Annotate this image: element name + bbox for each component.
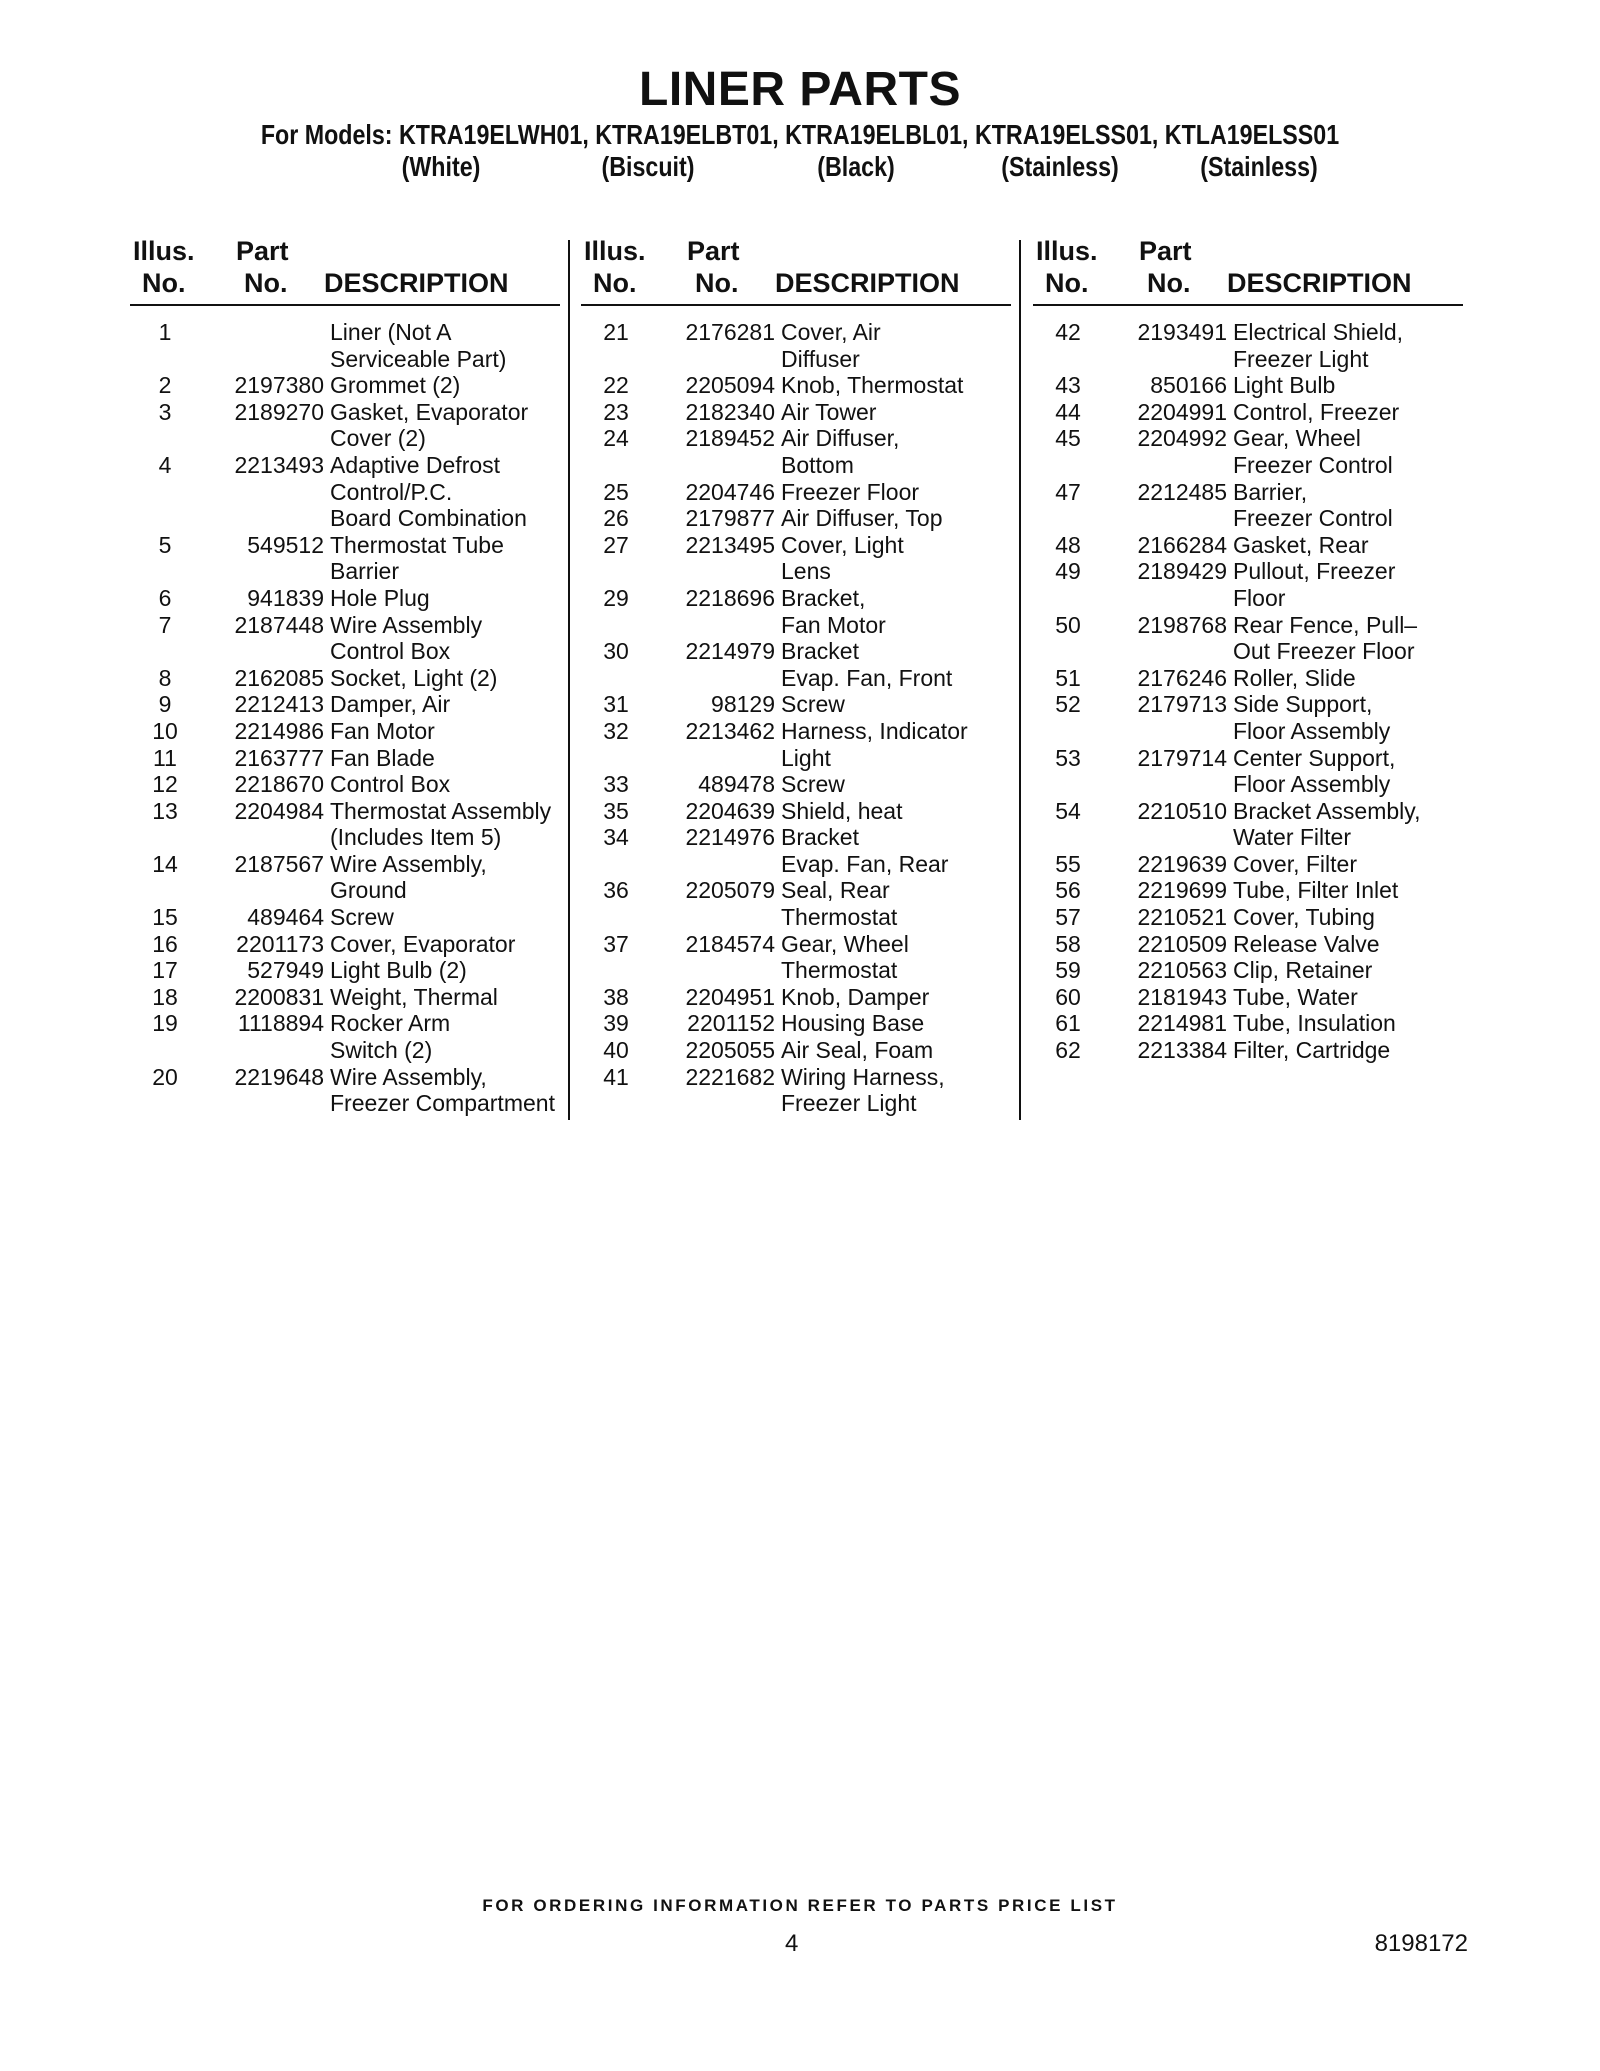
part-description: Screw bbox=[330, 904, 394, 931]
part-number: 2219699 bbox=[1137, 877, 1227, 904]
table-row bbox=[130, 771, 560, 798]
table-row bbox=[581, 1010, 1011, 1037]
part-description: Control, Freezer bbox=[1233, 398, 1400, 425]
illus-number: 37 bbox=[603, 930, 629, 957]
part-number: 2204951 bbox=[685, 983, 775, 1010]
table-row bbox=[130, 612, 560, 665]
illus-number: 48 bbox=[1055, 531, 1081, 558]
illus-number: 51 bbox=[1055, 664, 1081, 691]
illus-number: 31 bbox=[603, 691, 629, 718]
illus-number: 50 bbox=[1055, 611, 1081, 638]
part-number: 2176281 bbox=[685, 319, 775, 345]
illus-number: 21 bbox=[603, 319, 629, 345]
part-description: Center Support, Floor Assembly bbox=[1233, 744, 1396, 798]
part-description: Air Seal, Foam bbox=[781, 1037, 934, 1064]
part-number: 2214981 bbox=[1137, 1010, 1227, 1037]
table-row bbox=[1033, 612, 1463, 665]
illus-number: 18 bbox=[152, 983, 178, 1010]
part-number: 2162085 bbox=[234, 664, 324, 691]
part-description: Wire Assembly, Freezer Compartment bbox=[330, 1063, 555, 1117]
illus-number: 52 bbox=[1055, 691, 1081, 718]
illus-number: 38 bbox=[603, 983, 629, 1010]
illus-number: 33 bbox=[603, 771, 629, 798]
part-description: Clip, Retainer bbox=[1233, 957, 1373, 984]
part-description: Cover, Evaporator bbox=[330, 930, 516, 957]
part-number: 2214986 bbox=[234, 717, 324, 744]
illus-number: 61 bbox=[1055, 1010, 1081, 1037]
illus-number: 13 bbox=[152, 797, 178, 824]
table-row bbox=[581, 691, 1011, 718]
table-row bbox=[1033, 425, 1463, 478]
part-number: 941839 bbox=[247, 584, 324, 611]
table-row bbox=[1033, 798, 1463, 851]
header-illus: Illus. bbox=[584, 236, 646, 266]
part-number: 2214979 bbox=[685, 638, 775, 665]
part-number: 2204639 bbox=[685, 797, 775, 824]
table-row bbox=[1033, 532, 1463, 559]
parts-column-1 bbox=[130, 236, 560, 1117]
table-row bbox=[130, 798, 560, 851]
illus-number: 17 bbox=[152, 957, 178, 984]
part-number: 2193491 bbox=[1137, 319, 1227, 345]
table-row bbox=[581, 718, 1011, 771]
part-number: 489478 bbox=[698, 771, 775, 798]
table-row bbox=[130, 372, 560, 399]
part-number: 98129 bbox=[711, 691, 775, 718]
part-number: 2182340 bbox=[685, 398, 775, 425]
part-number: 2213462 bbox=[685, 717, 775, 744]
table-row bbox=[581, 479, 1011, 506]
table-row bbox=[581, 585, 1011, 638]
header-part-no: No. bbox=[695, 268, 739, 298]
illus-number: 35 bbox=[603, 797, 629, 824]
part-number: 2198768 bbox=[1137, 611, 1227, 638]
table-row bbox=[581, 505, 1011, 532]
part-description: Thermostat Tube Barrier bbox=[330, 531, 504, 585]
part-description: Screw bbox=[781, 691, 845, 718]
part-description: Light Bulb bbox=[1233, 372, 1336, 399]
header-part: Part bbox=[1139, 236, 1192, 266]
illus-number: 5 bbox=[158, 531, 172, 558]
part-description: Side Support, Floor Assembly bbox=[1233, 691, 1391, 744]
part-description: Liner (Not A Serviceable Part) bbox=[330, 319, 507, 372]
table-row bbox=[130, 691, 560, 718]
illus-number: 53 bbox=[1055, 744, 1081, 771]
part-number: 2210509 bbox=[1137, 930, 1227, 957]
part-description: Air Diffuser, Bottom bbox=[781, 425, 900, 478]
part-number: 2204984 bbox=[234, 797, 324, 824]
part-number: 2213384 bbox=[1137, 1037, 1227, 1064]
illus-number: 44 bbox=[1055, 398, 1081, 425]
part-number: 2197380 bbox=[234, 372, 324, 399]
illus-number: 24 bbox=[603, 425, 629, 452]
table-row bbox=[1033, 851, 1463, 878]
table-row bbox=[130, 452, 560, 532]
illus-number: 32 bbox=[603, 717, 629, 744]
part-number: 2187567 bbox=[234, 850, 324, 877]
table-row bbox=[130, 851, 560, 904]
table-row bbox=[130, 718, 560, 745]
page-number: 4 bbox=[785, 1930, 799, 1957]
illus-number: 14 bbox=[152, 850, 178, 877]
part-number: 2210521 bbox=[1137, 904, 1227, 931]
part-description: Shield, heat bbox=[781, 797, 903, 824]
part-number: 2218696 bbox=[685, 584, 775, 611]
illus-number: 42 bbox=[1055, 319, 1081, 345]
part-number: 2204991 bbox=[1137, 398, 1227, 425]
part-description: Tube, Filter Inlet bbox=[1233, 877, 1399, 904]
header-illus: Illus. bbox=[1036, 236, 1098, 266]
illus-number: 59 bbox=[1055, 957, 1081, 984]
column-divider bbox=[568, 240, 570, 1120]
part-description: Fan Motor bbox=[330, 717, 435, 744]
header-description: DESCRIPTION bbox=[1227, 268, 1412, 298]
illus-number: 49 bbox=[1055, 558, 1081, 585]
part-number: 527949 bbox=[247, 957, 324, 984]
table-row bbox=[130, 931, 560, 958]
table-row bbox=[1033, 984, 1463, 1011]
part-number: 2213495 bbox=[685, 531, 775, 558]
table-row bbox=[581, 319, 1011, 372]
illus-number: 39 bbox=[603, 1010, 629, 1037]
part-number: 2179877 bbox=[685, 505, 775, 532]
part-description: Air Diffuser, Top bbox=[781, 505, 943, 532]
part-description: Light Bulb (2) bbox=[330, 957, 467, 984]
part-description: Harness, Indicator Light bbox=[781, 717, 968, 771]
table-row bbox=[581, 824, 1011, 877]
part-number: 2184574 bbox=[685, 930, 775, 957]
column-header bbox=[1033, 236, 1463, 306]
illus-number: 40 bbox=[603, 1037, 629, 1064]
header-part-no: No. bbox=[1147, 268, 1191, 298]
column-header bbox=[130, 236, 560, 306]
part-number: 2214976 bbox=[685, 824, 775, 851]
table-row bbox=[1033, 479, 1463, 532]
models-line: For Models: KTRA19ELWH01, KTRA19ELBT01, KTRA19ELBL01, KTRA19ELSS01, KTLA19ELSS01 bbox=[260, 119, 1340, 150]
table-row bbox=[581, 372, 1011, 399]
table-row bbox=[130, 532, 560, 585]
model-colors bbox=[0, 150, 1600, 184]
table-row bbox=[130, 585, 560, 612]
part-description: Weight, Thermal bbox=[330, 983, 498, 1010]
illus-number: 20 bbox=[152, 1063, 178, 1090]
column-header bbox=[581, 236, 1011, 306]
part-description: Tube, Water bbox=[1233, 983, 1358, 1010]
part-description: Bracket Evap. Fan, Front bbox=[781, 638, 953, 691]
header-description: DESCRIPTION bbox=[324, 268, 509, 298]
part-number: 2163777 bbox=[234, 744, 324, 771]
illus-number: 10 bbox=[152, 717, 178, 744]
header-illus-no: No. bbox=[1045, 268, 1089, 298]
table-row bbox=[1033, 745, 1463, 798]
part-number: 850166 bbox=[1150, 372, 1227, 399]
parts-list bbox=[581, 319, 1011, 1117]
table-row bbox=[130, 904, 560, 931]
illus-number: 16 bbox=[152, 930, 178, 957]
table-row bbox=[130, 399, 560, 452]
parts-list bbox=[1033, 319, 1463, 1064]
table-row bbox=[581, 638, 1011, 691]
part-description: Wire Assembly, Ground bbox=[330, 850, 487, 904]
illus-number: 58 bbox=[1055, 930, 1081, 957]
part-description: Socket, Light (2) bbox=[330, 664, 498, 691]
table-row bbox=[581, 984, 1011, 1011]
table-row bbox=[581, 1064, 1011, 1117]
illus-number: 2 bbox=[158, 372, 172, 399]
illus-number: 15 bbox=[152, 904, 178, 931]
table-row bbox=[581, 399, 1011, 426]
illus-number: 36 bbox=[603, 877, 629, 904]
part-description: Bracket Assembly, Water Filter bbox=[1233, 797, 1421, 851]
table-row bbox=[1033, 931, 1463, 958]
part-description: Adaptive Defrost Control/P.C. Board Combination bbox=[330, 451, 527, 532]
illus-number: 54 bbox=[1055, 797, 1081, 824]
illus-number: 27 bbox=[603, 531, 629, 558]
table-row bbox=[130, 1064, 560, 1117]
illus-number: 23 bbox=[603, 398, 629, 425]
part-number: 2201173 bbox=[236, 930, 324, 957]
illus-number: 7 bbox=[158, 611, 172, 638]
table-row bbox=[1033, 372, 1463, 399]
table-row bbox=[581, 425, 1011, 478]
table-row bbox=[1033, 558, 1463, 611]
illus-number: 45 bbox=[1055, 425, 1081, 452]
part-number: 2219648 bbox=[234, 1063, 324, 1090]
part-description: Barrier, Freezer Control bbox=[1233, 478, 1393, 532]
part-number: 2210510 bbox=[1137, 797, 1227, 824]
part-number: 2189270 bbox=[234, 398, 324, 425]
part-number: 2205094 bbox=[685, 372, 775, 399]
part-description: Tube, Insulation bbox=[1233, 1010, 1396, 1037]
part-description: Cover, Filter bbox=[1233, 850, 1357, 877]
part-description: Control Box bbox=[330, 771, 451, 798]
part-description: Freezer Floor bbox=[781, 478, 920, 505]
part-description: Damper, Air bbox=[330, 691, 451, 718]
part-description: Rear Fence, Pull– Out Freezer Floor bbox=[1233, 611, 1418, 665]
part-number: 2166284 bbox=[1137, 531, 1227, 558]
table-row bbox=[130, 745, 560, 772]
part-description: Knob, Thermostat bbox=[781, 372, 964, 399]
table-row bbox=[581, 1037, 1011, 1064]
table-row bbox=[581, 798, 1011, 825]
part-number: 2213493 bbox=[234, 451, 324, 478]
illus-number: 8 bbox=[158, 664, 172, 691]
illus-number: 34 bbox=[603, 824, 629, 851]
table-row bbox=[130, 984, 560, 1011]
illus-number: 4 bbox=[158, 451, 172, 478]
table-row bbox=[581, 877, 1011, 930]
header-illus-no: No. bbox=[593, 268, 637, 298]
table-row bbox=[130, 319, 560, 372]
part-description: Electrical Shield, Freezer Light bbox=[1233, 319, 1404, 372]
header-part: Part bbox=[236, 236, 289, 266]
part-description: Pullout, Freezer Floor bbox=[1233, 558, 1396, 611]
table-row bbox=[130, 1010, 560, 1063]
header-part-no: No. bbox=[244, 268, 288, 298]
column-divider bbox=[1019, 240, 1021, 1120]
color-label: (Stainless) bbox=[1001, 151, 1119, 182]
color-label: (White) bbox=[401, 151, 481, 182]
part-number: 2176246 bbox=[1137, 664, 1227, 691]
part-description: Housing Base bbox=[781, 1010, 925, 1037]
table-row bbox=[581, 771, 1011, 798]
illus-number: 26 bbox=[603, 505, 629, 532]
table-row bbox=[1033, 1010, 1463, 1037]
document-number: 8198172 bbox=[1374, 1930, 1468, 1957]
illus-number: 6 bbox=[158, 584, 172, 611]
part-number: 2179714 bbox=[1137, 744, 1227, 771]
part-description: Gasket, Evaporator Cover (2) bbox=[330, 398, 529, 452]
part-number: 2221682 bbox=[685, 1063, 775, 1090]
part-number: 2205079 bbox=[685, 877, 775, 904]
part-description: Knob, Damper bbox=[781, 983, 930, 1010]
part-number: 2179713 bbox=[1137, 691, 1227, 718]
illus-number: 30 bbox=[603, 638, 629, 665]
table-row bbox=[1033, 957, 1463, 984]
part-number: 2205055 bbox=[685, 1037, 775, 1064]
illus-number: 9 bbox=[158, 691, 172, 718]
part-description: Filter, Cartridge bbox=[1233, 1037, 1391, 1064]
part-description: Cover, Air Diffuser bbox=[781, 319, 881, 372]
part-number: 489464 bbox=[247, 904, 324, 931]
illus-number: 47 bbox=[1055, 478, 1081, 505]
color-label: (Black) bbox=[817, 151, 895, 182]
part-description: Rocker Arm Switch (2) bbox=[330, 1010, 451, 1064]
table-row bbox=[130, 957, 560, 984]
part-number: 2200831 bbox=[234, 983, 324, 1010]
header-illus-no: No. bbox=[142, 268, 186, 298]
part-number: 549512 bbox=[247, 531, 324, 558]
table-row bbox=[130, 665, 560, 692]
part-description: Release Valve bbox=[1233, 930, 1380, 957]
part-number: 1118894 bbox=[237, 1010, 324, 1037]
illus-number: 22 bbox=[603, 372, 629, 399]
table-row bbox=[581, 532, 1011, 585]
part-number: 2187448 bbox=[234, 611, 324, 638]
illus-number: 11 bbox=[153, 744, 177, 771]
illus-number: 25 bbox=[603, 478, 629, 505]
illus-number: 56 bbox=[1055, 877, 1081, 904]
illus-number: 60 bbox=[1055, 983, 1081, 1010]
page-title: LINER PARTS bbox=[639, 63, 961, 116]
part-number: 2212485 bbox=[1137, 478, 1227, 505]
parts-column-3 bbox=[1033, 236, 1463, 1064]
part-description: Wiring Harness, Freezer Light bbox=[781, 1063, 945, 1117]
part-description: Bracket, Fan Motor bbox=[781, 584, 886, 638]
illus-number: 43 bbox=[1055, 372, 1081, 399]
illus-number: 62 bbox=[1055, 1037, 1081, 1064]
part-description: Gear, Wheel Freezer Control bbox=[1233, 425, 1393, 478]
part-description: Grommet (2) bbox=[330, 372, 461, 399]
part-description: Thermostat Assembly (Includes Item 5) bbox=[330, 797, 552, 851]
table-row bbox=[581, 931, 1011, 984]
table-row bbox=[1033, 691, 1463, 744]
part-number: 2189429 bbox=[1137, 558, 1227, 585]
part-number: 2181943 bbox=[1137, 983, 1227, 1010]
part-number: 2219639 bbox=[1137, 850, 1227, 877]
illus-number: 41 bbox=[603, 1063, 629, 1090]
illus-number: 12 bbox=[152, 771, 178, 798]
part-description: Fan Blade bbox=[330, 744, 435, 771]
part-number: 2204992 bbox=[1137, 425, 1227, 452]
part-description: Cover, Tubing bbox=[1233, 904, 1375, 931]
table-row bbox=[1033, 665, 1463, 692]
color-label: (Stainless) bbox=[1200, 151, 1318, 182]
part-number: 2201152 bbox=[687, 1010, 775, 1037]
illus-number: 55 bbox=[1055, 850, 1081, 877]
part-description: Roller, Slide bbox=[1233, 664, 1356, 691]
part-description: Screw bbox=[781, 771, 845, 798]
header-description: DESCRIPTION bbox=[775, 268, 960, 298]
part-description: Hole Plug bbox=[330, 584, 430, 611]
part-description: Wire Assembly Control Box bbox=[330, 611, 483, 665]
illus-number: 1 bbox=[158, 319, 172, 345]
table-row bbox=[1033, 1037, 1463, 1064]
part-description: Gear, Wheel Thermostat bbox=[781, 930, 909, 984]
part-number: 2204746 bbox=[685, 478, 775, 505]
illus-number: 57 bbox=[1055, 904, 1081, 931]
header-part: Part bbox=[687, 236, 740, 266]
part-description: Gasket, Rear bbox=[1233, 531, 1369, 558]
part-description: Air Tower bbox=[781, 398, 877, 425]
table-row bbox=[1033, 877, 1463, 904]
part-description: Cover, Light Lens bbox=[781, 531, 904, 585]
table-row bbox=[1033, 399, 1463, 426]
illus-number: 19 bbox=[152, 1010, 178, 1037]
part-description: Seal, Rear Thermostat bbox=[781, 877, 898, 931]
part-number: 2189452 bbox=[685, 425, 775, 452]
table-row bbox=[1033, 319, 1463, 372]
part-description: Bracket Evap. Fan, Rear bbox=[781, 824, 949, 877]
illus-number: 29 bbox=[603, 584, 629, 611]
part-number: 2218670 bbox=[234, 771, 324, 798]
color-label: (Biscuit) bbox=[601, 151, 695, 182]
part-number: 2210563 bbox=[1137, 957, 1227, 984]
table-row bbox=[1033, 904, 1463, 931]
header-illus: Illus. bbox=[133, 236, 195, 266]
ordering-note: FOR ORDERING INFORMATION REFER TO PARTS PRICE LIST bbox=[482, 1896, 1118, 1915]
parts-column-2 bbox=[581, 236, 1011, 1117]
parts-list bbox=[130, 319, 560, 1117]
part-number: 2212413 bbox=[234, 691, 324, 718]
illus-number: 3 bbox=[158, 398, 172, 425]
